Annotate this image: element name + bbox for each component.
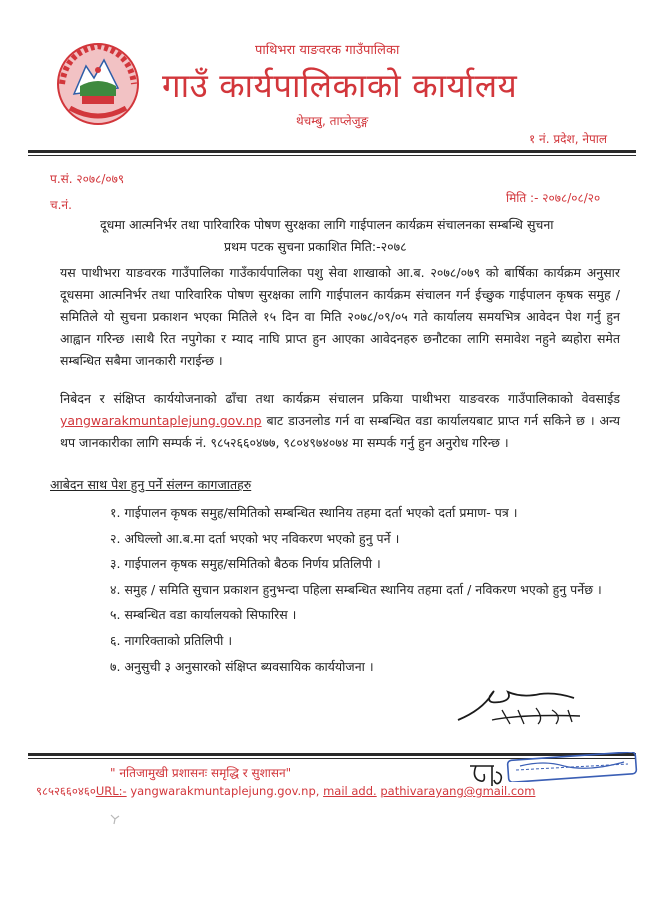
municipality-name: पाथिभरा याङवरक गाउँपालिका: [255, 43, 400, 58]
paragraph-2-contact: बाट डाउनलोड गर्न वा सम्बन्धित वडा कार्यालयबाट प्राप्त गर्न सकिने छ । अन्य थप जानकारीका लागि सम्पर्क नं. ९८५२६६०४७७, ९८०४९७४०७४ मा सम्पर्क गर्नु हुन अनुरोध गरिन्छ ।: [60, 413, 620, 450]
notice-paragraph-2: [60, 388, 620, 454]
list-item: ५. सम्बन्धित वडा कार्यालयको सिफारिस ।: [110, 607, 297, 623]
enclosures-list: [110, 500, 602, 679]
reference-number: प.सं. २०७८/०७९: [50, 172, 125, 186]
paragraph-2-intro: निबेदन र संक्षिप्त कार्ययोजनाको ढाँचा तथा कार्यक्रम संचालन प्रकिया पाथीभरा याङवरक गाउँपालिकाको वेवसाईड: [60, 391, 620, 406]
list-item: २. अघिल्लो आ.ब.मा दर्ता भएको भए नविकरण भएको हुनु पर्ने ।: [110, 530, 400, 546]
office-title: गाउँ कार्यपालिकाको कार्यालय: [162, 66, 518, 105]
ink-mark-icon: [108, 812, 122, 826]
office-stamp-icon: [504, 752, 642, 782]
nepal-emblem-icon: [52, 38, 144, 130]
office-location: थेचम्बु, ताप्लेजुङ्ग: [296, 114, 369, 128]
office-province: १ नं. प्रदेश, नेपाल: [529, 132, 608, 146]
footer-url-label: URL:-: [95, 784, 127, 798]
list-item: ४. समुह / समिति सुचान प्रकाशन हुनुभन्दा पहिला सम्बन्धित स्थानिय तहमा दर्ता / नविकरण भएको हुनु पर्नेछ ।: [110, 581, 602, 597]
notice-subject: दूधमा आत्मनिर्भर तथा पारिवारिक पोषण सुरक्षका लागि गाईपालन कार्यक्रम संचालनका सम्बन्धि सुचना: [100, 217, 554, 232]
dispatch-number: च.नं.: [50, 198, 72, 212]
list-item: ३. गाईपालन कृषक समुह/समितिको बैठक निर्णय प्रतिलिपी ।: [110, 556, 381, 572]
footer-url[interactable]: yangwarakmuntaplejung.gov.np,: [130, 784, 320, 798]
list-item: ६. नागरिक्ताको प्रतिलिपी ।: [110, 632, 233, 648]
notice-paragraph-1: यस पाथीभरा याङवरक गाउँपालिका गाउँकार्यपालिका पशु सेवा शाखाको आ.ब. २०७८/०७९ को बार्षिका कार्यक्रम अनुसार दूधसमा आत्मनिर्भर तथा पारिवारिक पोषण सुरक्षका लागि गाईपालन कार्यक्रम संचालन गर्न ईच्छुक गाईपालन कृषक समुह / समितिले यो सुचना प्रकाशन भएका मितिले १५ दिन वा मिति २०७८/०९/०५ गते कार्यालय समयभित्र आवेदन पेश गर्नु हुन आह्वान गरिन्छ ।साथै रित नपुगेका र म्याद नाघि प्राप्त हुन आएका आवेदनहरु छनौटका लागि समावेश नहुने ब्यहोरा समेत सम्बन्धित सबैमा जानकारी गराईन्छ ।: [60, 265, 620, 368]
first-published-date: प्रथम पटक सुचना प्रकाशित मिति:-२०७८: [224, 239, 407, 254]
footer-mail-label: mail add.: [323, 784, 377, 798]
list-item: ७. अनुसुची ३ अनुसारको संक्षिप्त ब्यवसायिक कार्ययोजना ।: [110, 658, 374, 674]
header-divider: [28, 150, 636, 156]
footer-phone: ९८५२६६०४६०: [36, 784, 96, 798]
enclosures-heading: आबेदन साथ पेश हुनु पर्ने संलग्न कागजातहरु: [50, 477, 252, 492]
signature-icon: [452, 680, 592, 730]
list-item: १. गाईपालन कृषक समुह/समितिको सम्बन्धित स्थानिय तहमा दर्ता भएको दर्ता प्रमाण- पत्र ।: [110, 505, 518, 520]
website-link[interactable]: yangwarakmuntaplejung.gov.np: [60, 413, 262, 428]
letter-date: मिति :- २०७८/०८/२०: [506, 191, 601, 205]
footer-email[interactable]: pathivarayang@gmail.com: [380, 784, 536, 798]
footer-contact-line: [36, 784, 535, 799]
office-motto: " नतिजामुखी प्रशासनः समृद्धि र सुशासन": [110, 766, 292, 780]
